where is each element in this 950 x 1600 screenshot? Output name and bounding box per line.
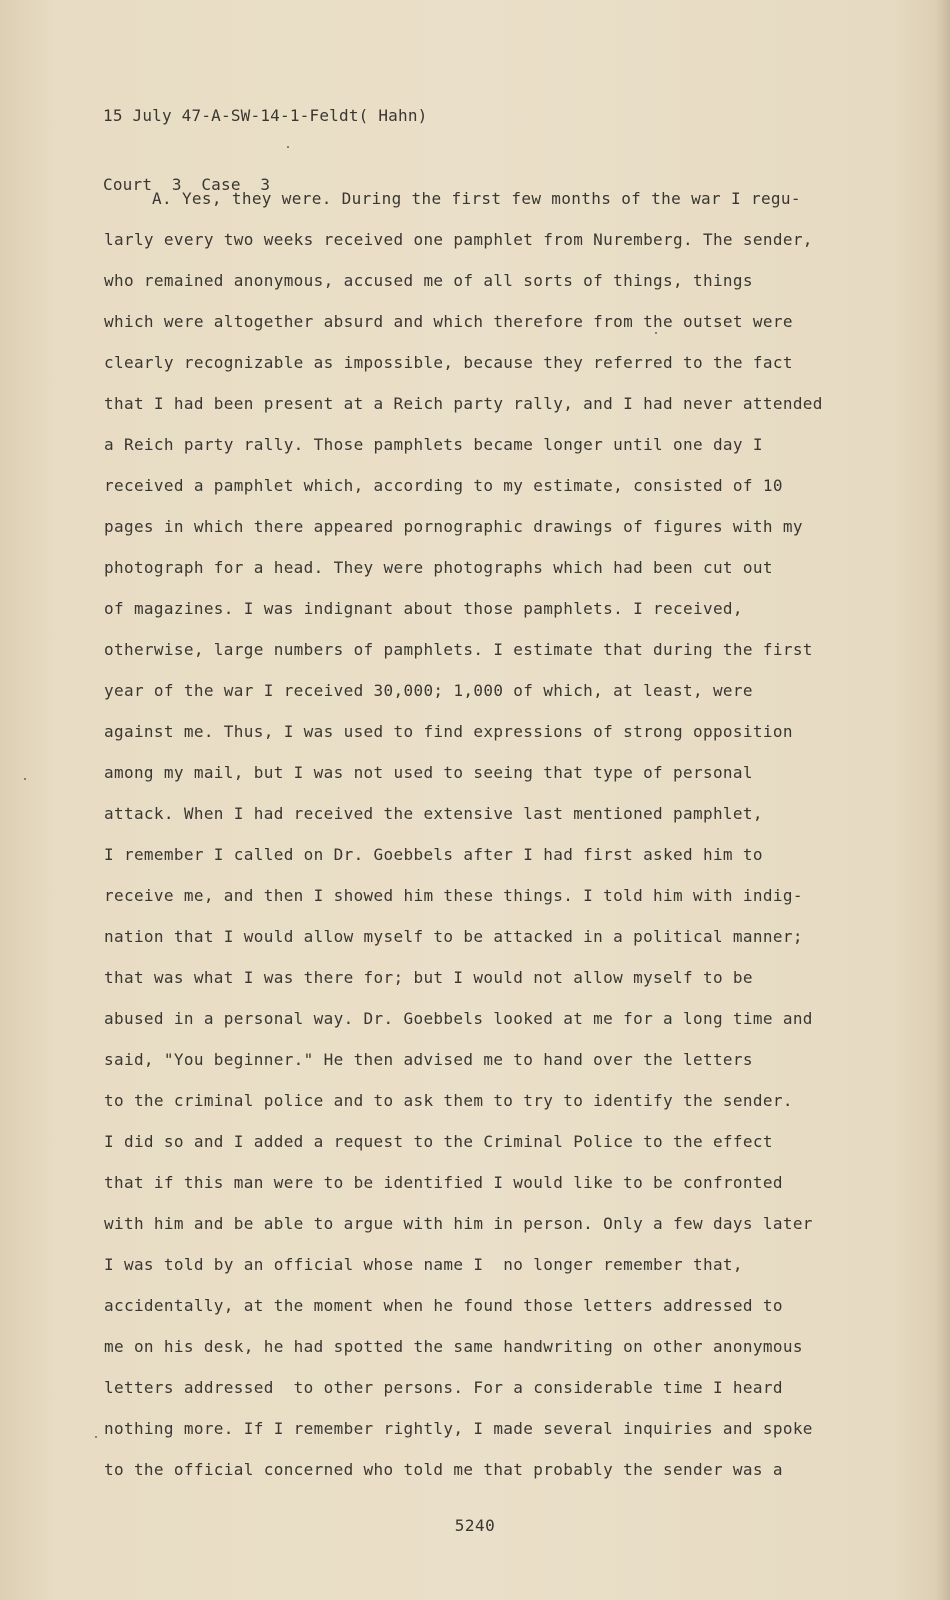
body-line: that was what I was there for; but I would not allow myself to be	[104, 968, 753, 987]
body-line: otherwise, large numbers of pamphlets. I estimate that during the first	[104, 640, 813, 659]
body-line: I was told by an official whose name I no longer remember that,	[104, 1255, 743, 1274]
paper-speck	[95, 1436, 97, 1438]
header-reference-line: 15 July 47-A-SW-14-1-Feldt( Hahn)	[103, 106, 428, 125]
body-line: me on his desk, he had spotted the same handwriting on other anonymous	[104, 1337, 803, 1356]
page-edge-shadow	[936, 0, 950, 1600]
body-line: photograph for a head. They were photographs which had been cut out	[104, 558, 773, 577]
body-line: who remained anonymous, accused me of all sorts of things, things	[104, 271, 753, 290]
body-line: letters addressed to other persons. For a considerable time I heard	[104, 1378, 783, 1397]
body-line: to the criminal police and to ask them to try to identify the sender.	[104, 1091, 793, 1110]
body-line: nothing more. If I remember rightly, I made several inquiries and spoke	[104, 1419, 813, 1438]
body-line: attack. When I had received the extensive last mentioned pamphlet,	[104, 804, 763, 823]
body-line: against me. Thus, I was used to find expressions of strong opposition	[104, 722, 793, 741]
body-line: receive me, and then I showed him these things. I told him with indig-	[104, 886, 803, 905]
paper-speck	[287, 146, 289, 148]
body-line: clearly recognizable as impossible, because they referred to the fact	[104, 353, 793, 372]
paper-speck	[24, 778, 26, 780]
body-line: accidentally, at the moment when he found those letters addressed to	[104, 1296, 783, 1315]
body-line: nation that I would allow myself to be attacked in a political manner;	[104, 927, 803, 946]
body-line: I remember I called on Dr. Goebbels after I had first asked him to	[104, 845, 763, 864]
body-line: which were altogether absurd and which therefore from the outset were	[104, 312, 793, 331]
body-line: pages in which there appeared pornographic drawings of figures with my	[104, 517, 803, 536]
body-line: among my mail, but I was not used to seeing that type of personal	[104, 763, 753, 782]
body-line: larly every two weeks received one pamphlet from Nuremberg. The sender,	[104, 230, 813, 249]
body-line: said, "You beginner." He then advised me to hand over the letters	[104, 1050, 753, 1069]
paper-speck	[655, 332, 657, 334]
body-line: a Reich party rally. Those pamphlets became longer until one day I	[104, 435, 763, 454]
body-line: received a pamphlet which, according to my estimate, consisted of 10	[104, 476, 783, 495]
body-line: year of the war I received 30,000; 1,000 of which, at least, were	[104, 681, 753, 700]
body-line: to the official concerned who told me that probably the sender was a	[104, 1460, 783, 1479]
body-line: that if this man were to be identified I would like to be confronted	[104, 1173, 783, 1192]
header-court-case-line: Court 3 Case 3	[103, 175, 271, 194]
transcript-body	[104, 178, 844, 1490]
body-line: of magazines. I was indignant about those pamphlets. I received,	[104, 599, 743, 618]
body-line: A. Yes, they were. During the first few months of the war I regu-	[152, 189, 801, 208]
body-line: that I had been present at a Reich party rally, and I had never attended	[104, 394, 823, 413]
page-number: 5240	[454, 1516, 496, 1535]
body-line: I did so and I added a request to the Criminal Police to the effect	[104, 1132, 773, 1151]
body-line: abused in a personal way. Dr. Goebbels looked at me for a long time and	[104, 1009, 813, 1028]
body-line: with him and be able to argue with him in person. Only a few days later	[104, 1214, 813, 1233]
